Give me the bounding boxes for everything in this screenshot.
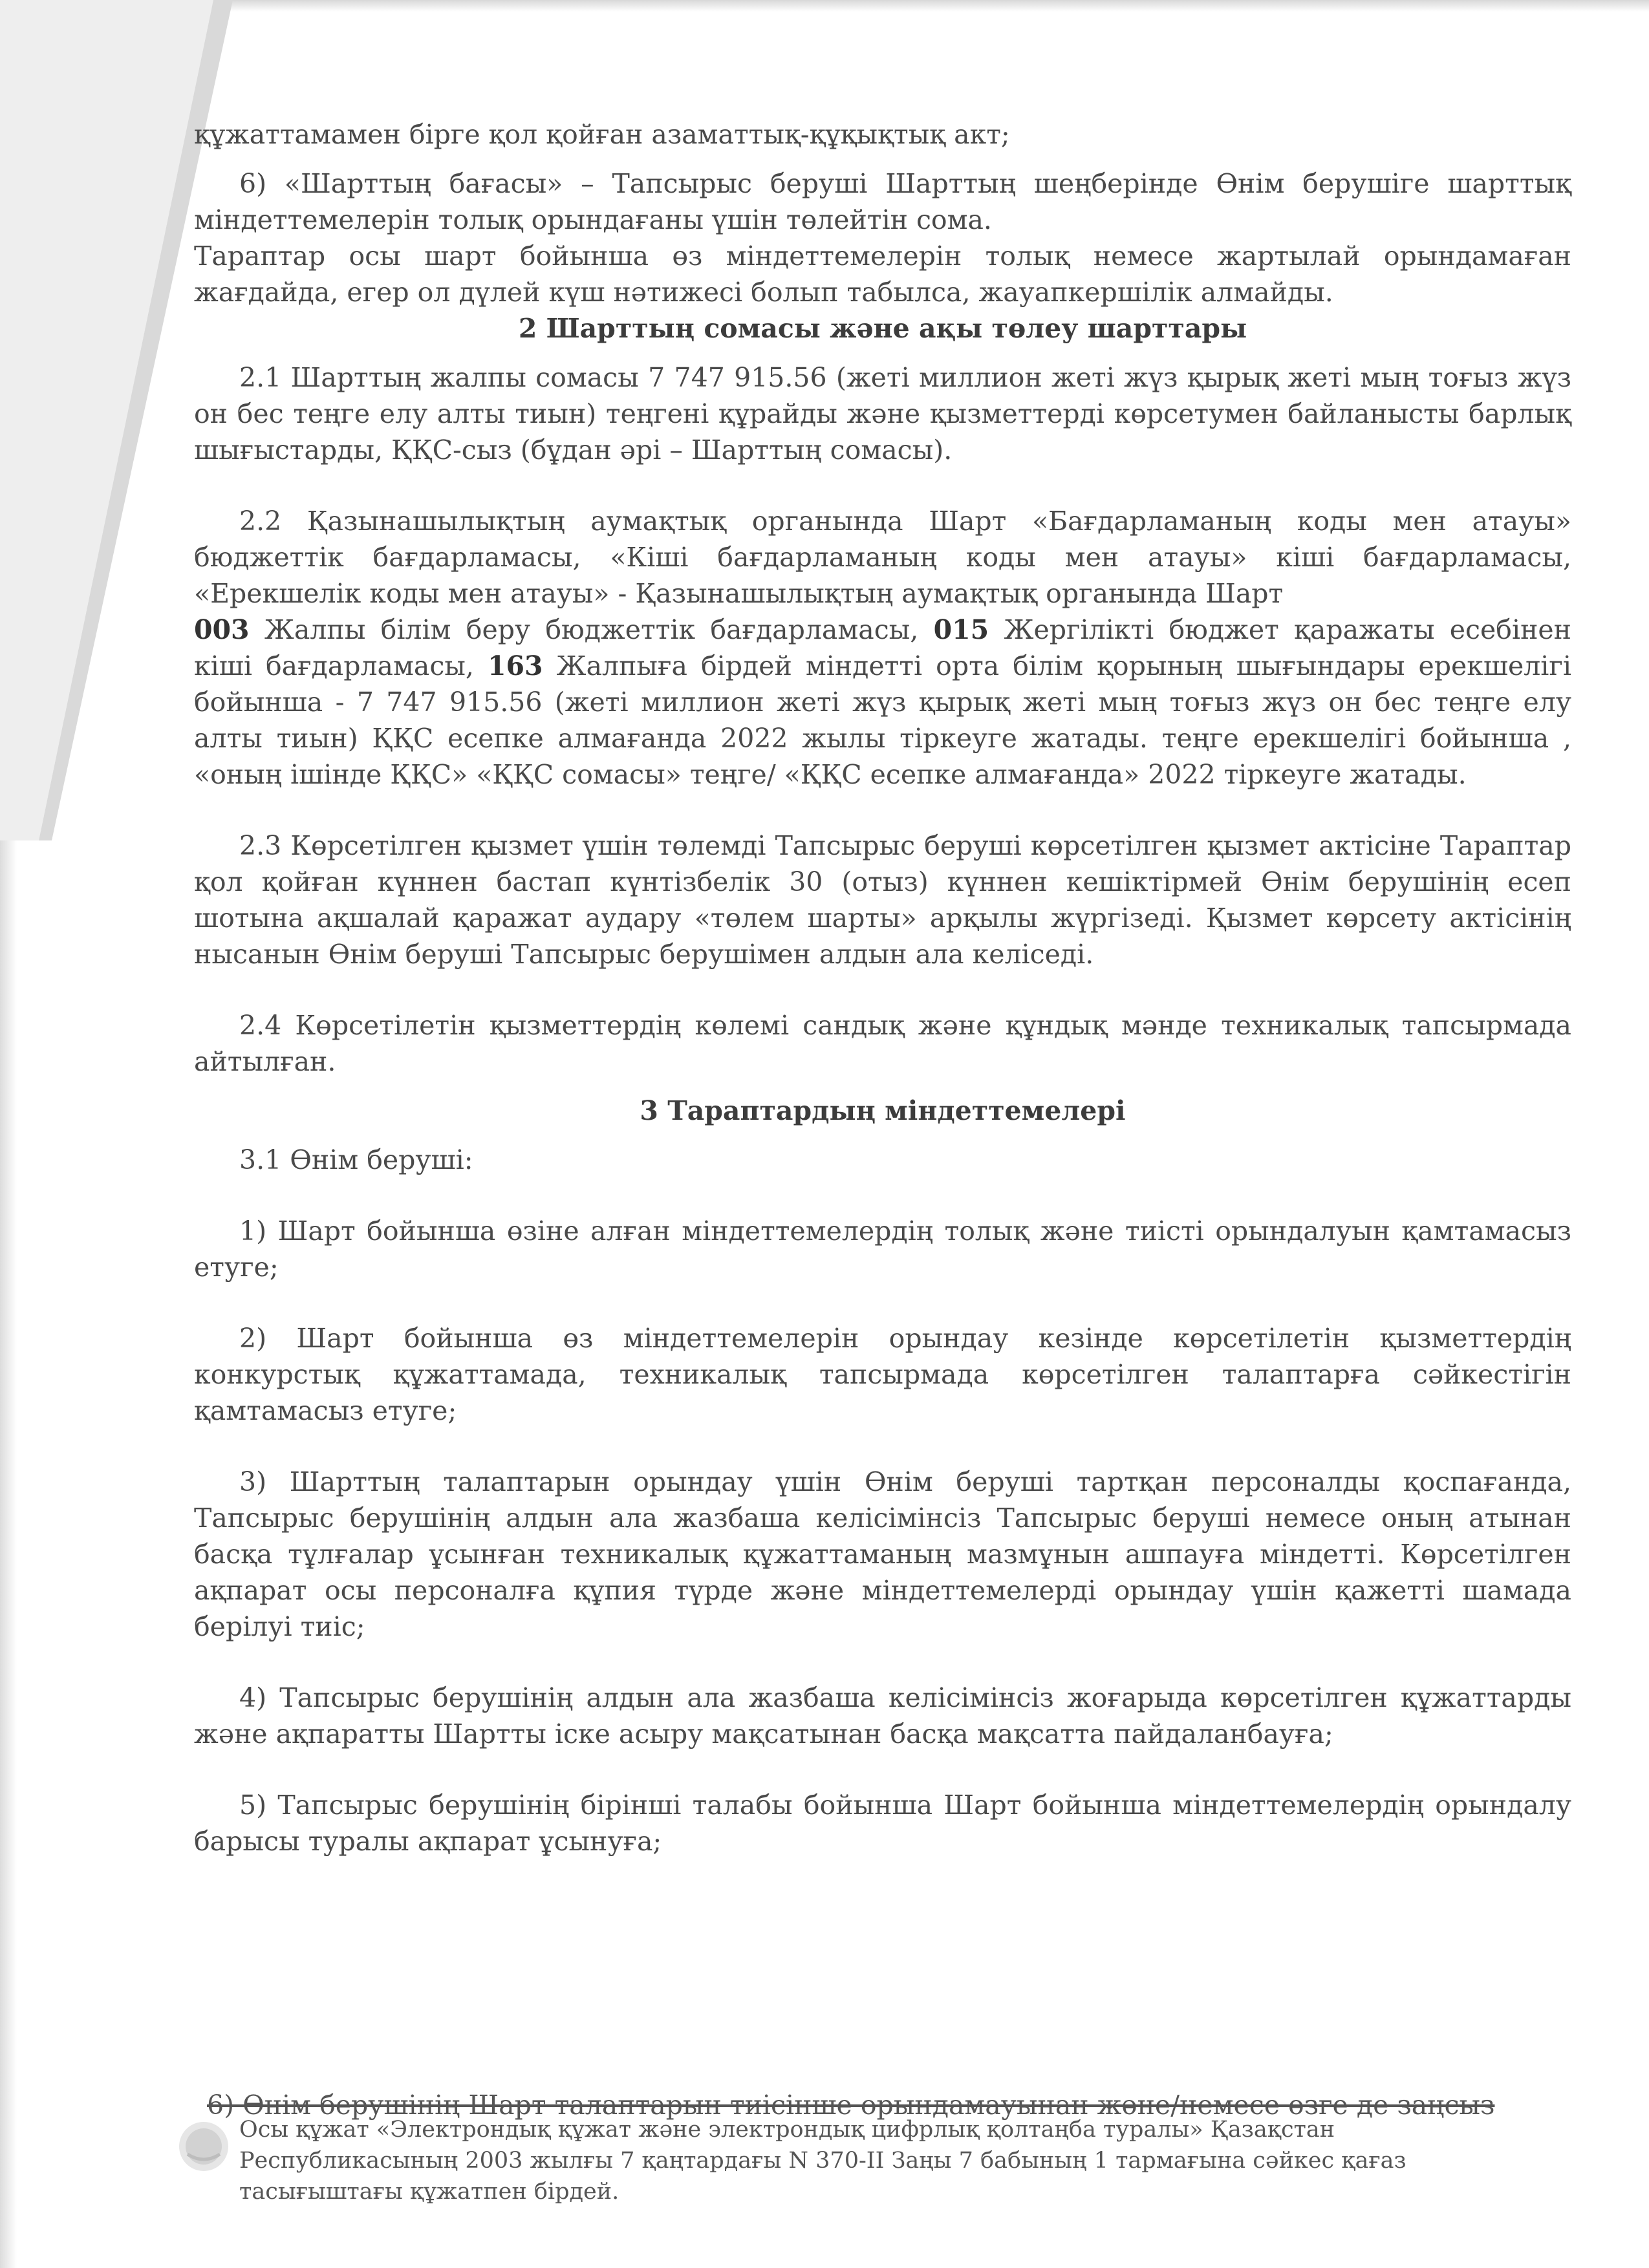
section-heading-3: 3 Тараптардың міндеттемелері: [640, 1095, 1126, 1126]
clause-2-4: 2.4 Көрсетілетін қызметтердің көлемі сандық және құндық мәнде техникалық тапсырмада айтылған.: [194, 1010, 1571, 1077]
budget-code-015: 015: [933, 614, 989, 645]
obligation-item-1: 1) Шарт бойынша өзіне алған міндеттемелердің толық және тиісті орындалуын қамтамасыз етуге;: [194, 1215, 1571, 1283]
e-document-footer: [239, 2114, 1558, 2207]
clause-2-2-part-a: 2.2 Қазынашылықтың аумақтық органында Шарт «Бағдарламаның коды мен атауы» бюджеттік бағдарламасы, «Кіші бағдарламаның коды мен атауы» кіші бағдарламасы, «Ерекшелік коды мен атауы» - Қазынашылықтың аумақтық органында Шарт: [194, 506, 1571, 609]
obligation-item-5: 5) Тапсырыс берушінің бірінші талабы бойынша Шарт бойынша міндеттемелердің орындалу барысы туралы ақпарат ұсынуға;: [194, 1790, 1571, 1857]
obligation-item-4: 4) Тапсырыс берушінің алдын ала жазбаша келісімінсіз жоғарыда көрсетілген құжаттарды және ақпаратты Шартты іске асыру мақсатынан басқа мақсатта пайдаланбауға;: [194, 1682, 1571, 1749]
document-page: [194, 116, 1571, 1859]
clause-2-2-part-c: Жергілікті бюджет қаражаты есебінен кіші бағдарламасы,: [194, 614, 1571, 681]
paragraph-force-majeure: Тараптар осы шарт бойынша өз міндеттемелерін толық немесе жартылай орындамаған жағдайда, егер ол дүлей күш нәтижесі болып табылса, жауапкершілік алмайды.: [194, 241, 1571, 308]
footer-line-2: Республикасының 2003 жылғы 7 қаңтардағы N 370-II Заңы 7 бабының 1 тармағына сәйкес қағаз: [239, 2148, 1406, 2174]
clause-2-2-part-b: Жалпы білім беру бюджеттік бағдарламасы,: [249, 614, 934, 645]
clause-2-1: 2.1 Шарттың жалпы сомасы 7 747 915.56 (жеті миллион жеті жүз қырық жеті мың тоғыз жүз он бес теңге елу алты тиын) теңгені құрайды және қызметтерді көрсетумен байланысты барлық шығыстарды, ҚҚС-сыз (бұдан әрі – Шарттың сомасы).: [194, 362, 1571, 465]
clause-2-3: 2.3 Көрсетілген қызмет үшін төлемді Тапсырыс беруші көрсетілген қызмет актісіне Тараптар қол қойған күннен бастап күнтізбелік 30 (отыз) күннен кешіктірмей Өнім берушінің есеп шотына ақшалай қаражат аудару «төлем шарты» арқылы жүргізеді. Қызмет көрсету актісінің нысанын Өнім беруші Тапсырыс берушімен алдын ала келіседі.: [194, 830, 1571, 970]
clause-2-2: [194, 503, 1571, 793]
clause-3-1: 3.1 Өнім беруші:: [239, 1144, 473, 1175]
e-document-stamp-icon: [175, 2114, 239, 2179]
footer-line-3: тасығыштағы құжатпен бірдей.: [239, 2179, 620, 2205]
footer-line-1: Осы құжат «Электрондық құжат және электрондық цифрлық қолтаңба туралы» Қазақстан: [239, 2117, 1335, 2143]
item-contract-price: 6) «Шарттың бағасы» – Тапсырыс беруші Шарттың шеңберінде Өнім берушіге шарттық міндеттемелерін толық орындағаны үшін төлейтін сома.: [194, 168, 1571, 235]
section-heading-2: 2 Шарттың сомасы және ақы төлеу шарттары: [518, 313, 1247, 344]
clause-2-2-part-d: Жалпыға бірдей міндетті орта білім қорының шығындары ерекшелігі бойынша - 7 747 915.56 (жеті миллион жеті жүз қырық жеті мың тоғыз жүз он бес теңге елу алты тиын) ҚҚС есепке алмағанда 2022 жылы тіркеуге жатады. теңге ерекшелігі бойынша , «оның ішінде ҚҚС» «ҚҚС сомасы» теңге/ «ҚҚС есепке алмағанда» 2022 тіркеуге жатады.: [194, 650, 1571, 790]
obligation-item-3: 3) Шарттың талаптарын орындау үшін Өнім беруші тартқан персоналды қоспағанда, Тапсырыс берушінің алдын ала жазбаша келісімінсіз Тапсырыс беруші немесе оның атынан басқа тұлғалар ұсынған техникалық құжаттаманың мазмұнын ашпауға міндетті. Көрсетілген ақпарат осы персоналға құпия түрде және міндеттемелерді орындау үшін қажетті шамада берілуі тиіс;: [194, 1466, 1571, 1642]
budget-code-163: 163: [487, 650, 543, 681]
budget-code-003: 003: [194, 614, 250, 645]
obligation-item-6-partial: 6) Өнім берушінің Шарт талаптарын тиісінше орындамауынан және/немесе өзге де заңсыз: [207, 2090, 1495, 2121]
paragraph-act: құжаттамамен бірге қол қойған азаматтық-құқықтық акт;: [194, 119, 1010, 150]
obligation-item-2: 2) Шарт бойынша өз міндеттемелерін орындау кезінде көрсетілетін қызметтердің конкурстық құжаттамада, техникалық тапсырмада көрсетілген талаптарға сәйкестігін қамтамасыз етуге;: [194, 1323, 1571, 1426]
